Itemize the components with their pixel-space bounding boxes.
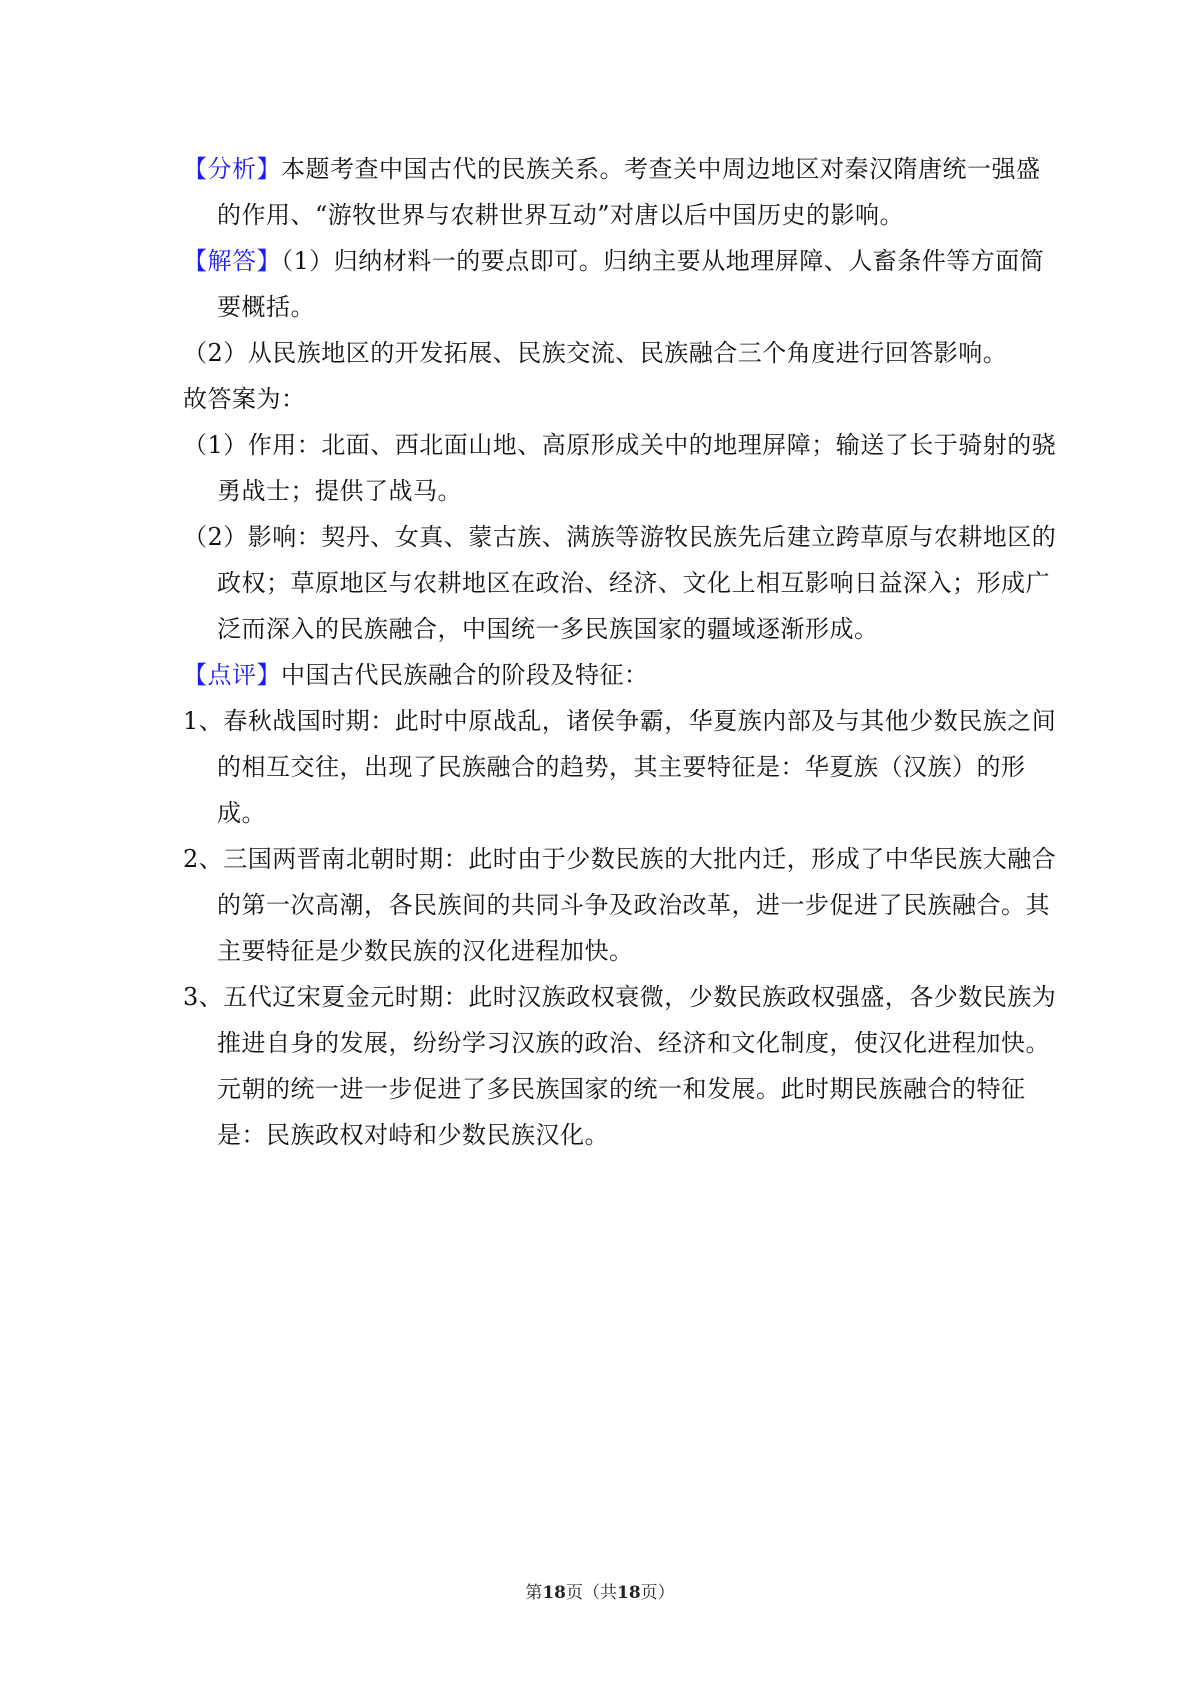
analysis-text: 本题考查中国古代的民族关系。考查关中周边地区对秦汉隋唐统一强盛的作用、“游牧世界与农耕世界互动”对唐以后中国历史的影响。 (217, 155, 1041, 229)
review-item-1: 1、春秋战国时期：此时中原战乱，诸侯争霸，华夏族内部及与其他少数民族之间的相互交往，出现了民族融合的趋势，其主要特征是：华夏族（汉族）的形成。 (183, 707, 1057, 827)
analysis-tag: 【分析】 (183, 155, 281, 183)
footer-total-pages: 18 (617, 1583, 641, 1603)
answer-tag: 【解答】 (183, 247, 281, 275)
review-item-2: 2、三国两晋南北朝时期：此时由于少数民族的大批内迁，形成了中华民族大融合的第一次高潮，各民族间的共同斗争及政治改革，进一步促进了民族融合。其主要特征是少数民族的汉化进程加快。 (183, 845, 1057, 965)
review-item-3: 3、五代辽宋夏金元时期：此时汉族政权衰微，少数民族政权强盛，各少数民族为推进自身的发展，纷纷学习汉族的政治、经济和文化制度，使汉化进程加快。元朝的统一进一步促进了多民族国家的统一和发展。此时期民族融合的特征是：民族政权对峙和少数民族汉化。 (183, 983, 1057, 1149)
answer-item-2: （2）影响：契丹、女真、蒙古族、满族等游牧民族先后建立跨草原与农耕地区的政权；草原地区与农耕地区在政治、经济、文化上相互影响日益深入；形成广泛而深入的民族融合，中国统一多民族国家的疆域逐渐形成。 (183, 523, 1057, 643)
footer-suffix: 页） (640, 1583, 675, 1603)
review-text: 中国古代民族融合的阶段及特征： (281, 661, 649, 689)
analysis-paragraph (183, 146, 1059, 238)
answer-text: （1）归纳材料一的要点即可。归纳主要从地理屏障、人畜条件等方面简要概括。 (217, 247, 1045, 321)
footer-prefix: 第 (525, 1583, 543, 1603)
review-paragraph (183, 652, 1025, 698)
footer-page-number: 18 (542, 1583, 566, 1603)
answer-paragraph (183, 238, 1059, 330)
answer-item-1: （1）作用：北面、西北面山地、高原形成关中的地理屏障；输送了长于骑射的骁勇战士；提供了战马。 (183, 431, 1057, 505)
review-tag: 【点评】 (183, 661, 281, 689)
footer-middle: 页（共 (566, 1583, 617, 1603)
answer-point-2: （2）从民族地区的开发拓展、民族交流、民族融合三个角度进行回答影响。 (183, 339, 1008, 367)
answer-intro: 故答案为： (183, 385, 306, 413)
page-footer (0, 1578, 1200, 1603)
